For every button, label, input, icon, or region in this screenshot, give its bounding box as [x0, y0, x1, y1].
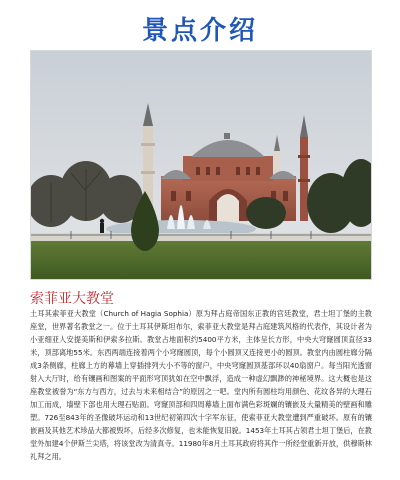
section-title: 索菲亚大教堂 — [30, 291, 114, 307]
path — [31, 233, 371, 241]
hagia-sophia-photo — [30, 50, 372, 280]
page-heading: 景点介绍 — [141, 16, 258, 46]
photo-illustration — [31, 51, 371, 279]
person — [100, 219, 104, 233]
lawn — [31, 241, 371, 279]
description-paragraph: 土耳其索菲亚大教堂（Church of Hagia Sophia）原为拜占庭帝国东正教的宫廷教堂，君士坦丁堡的主教座堂，世界著名教堂之一。位于土耳其伊斯坦布尔，索菲亚大教堂是拜占庭建筑风格的代表作，其设计者为小亚细亚人安提美斯和伊索多拉斯。教堂占地面积约5400平方米，主体呈长方形，中央大穹窿圆顶直径33米，顶部离地55米。东西两端连接着两个小穹窿圆顶，每个小圆顶又连接更小的圆顶。教堂内由圆柱廊分隔成3条侧廊，柱廊上方的幕墙上穿插排列大小不等的窗户，中央穹窿圆顶基部环以40扇窗户。每当阳光透窗射入大厅时，给有镶画和图案的平面形穹顶犹如在空中飘浮，造成一种虚幻飘渺的神秘境界。这大概也是这座教堂被誉为“东方与西方，过去与未来相结合”的原因之一吧。堂内所有圆柱均用颜色、花纹各异的大理石加工而成，墙壁下部也用大理石贴面。穹窿顶部和四周幕墙上面布满色彩斑斓的镶嵌及大量精美的壁画和雕塑。726至843年的圣像破坏运动和13世纪初第四次十字军东征，使索菲亚大教堂遭到严重破坏。原有的镶嵌画及其他艺术珍品大都被毁坏，后经多次修复，也未能恢复旧貌。1453年土耳其占领君士坦丁堡后，在教堂外加建4个伊斯兰尖塔，将该堂改为清真寺。11980年8月土耳其政府将其作一所经堂重新开放，供穆斯林礼拜之用。 — [30, 309, 372, 461]
